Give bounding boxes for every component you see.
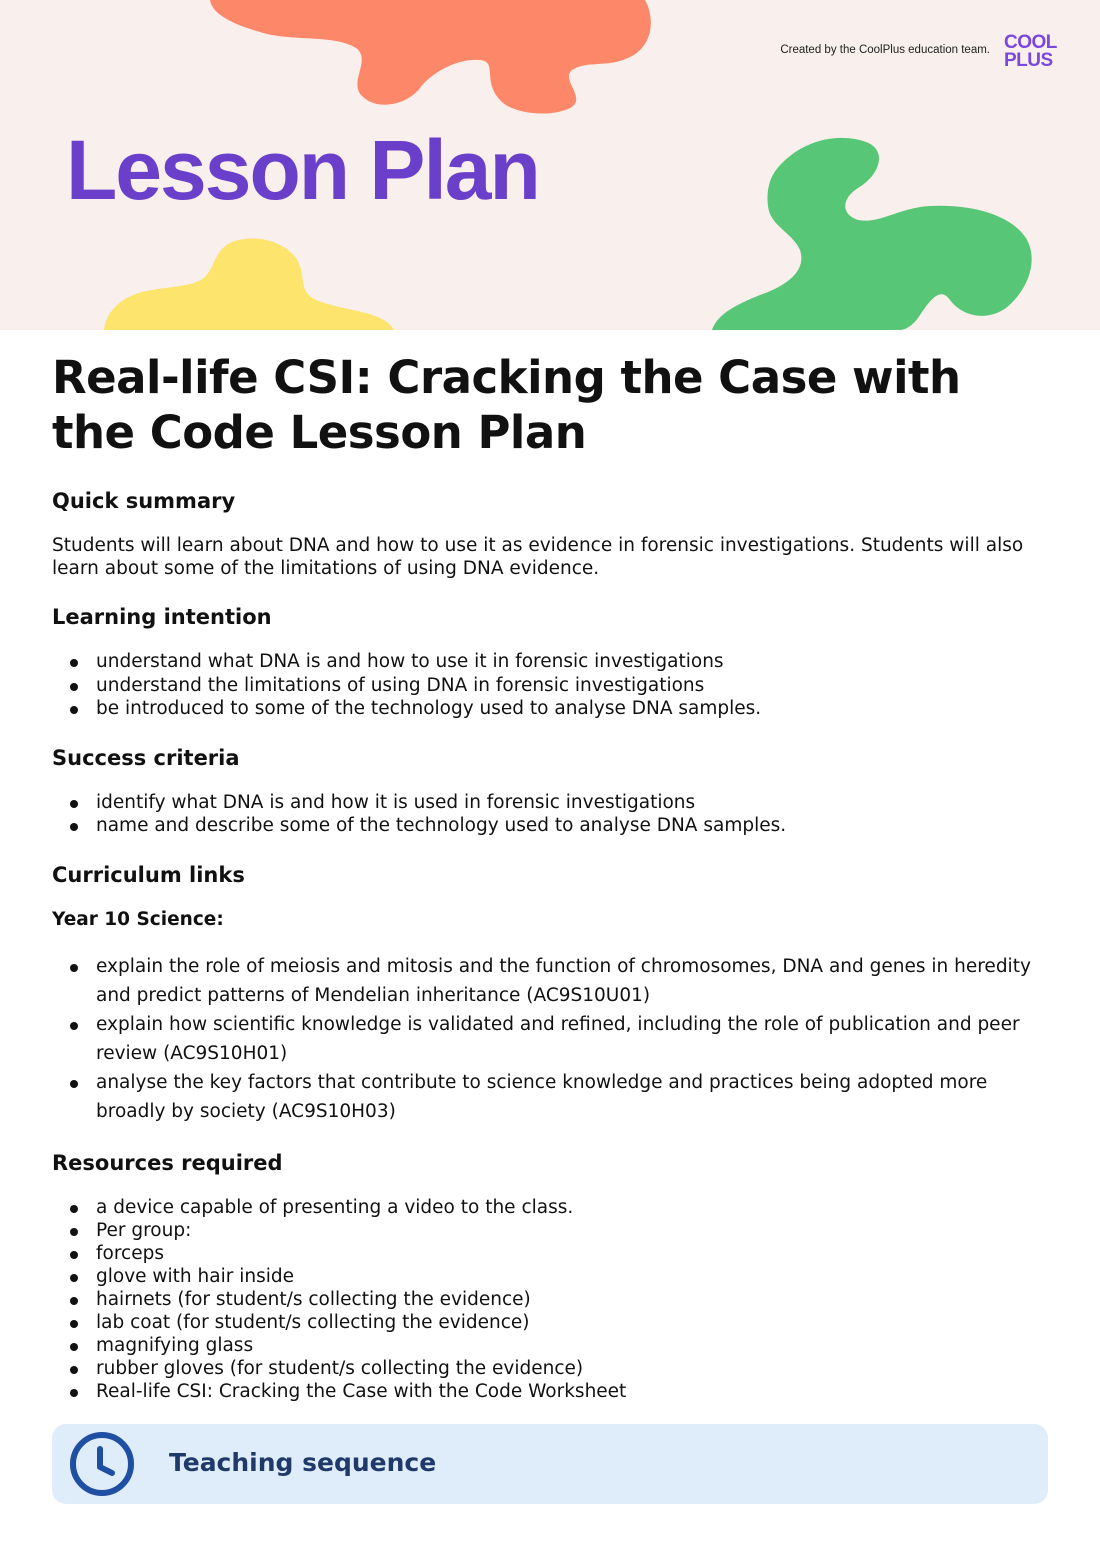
list-item: Real-life CSI: Cracking the Case with the Code Worksheet	[52, 1380, 1052, 1403]
resources-heading: Resources required	[52, 1150, 283, 1175]
curriculum-links-heading: Curriculum links	[52, 862, 245, 887]
list-item: glove with hair inside	[52, 1265, 1052, 1288]
list-item: understand what DNA is and how to use it in forensic investigations	[52, 650, 1052, 674]
list-item: a device capable of presenting a video to the class.	[52, 1196, 1052, 1219]
header-banner	[0, 0, 1100, 330]
list-item: lab coat (for student/s collecting the evidence)	[52, 1311, 1052, 1334]
teaching-sequence-section	[52, 1424, 1048, 1504]
quick-summary-text: Students will learn about DNA and how to use it as evidence in forensic investigations. Students will also learn about some of the limitations of using DNA evidence.	[52, 535, 1024, 579]
document-title: Real-life CSI: Cracking the Case with the Code Lesson Plan	[52, 351, 961, 459]
logo-line-2: PLUS	[1004, 50, 1053, 71]
list-item: forceps	[52, 1242, 1052, 1265]
list-item: explain how scientific knowledge is validated and refined, including the role of publication and peer review (AC9S10H01)	[52, 1010, 1052, 1068]
orange-blob	[210, 0, 651, 114]
list-item: Per group:	[52, 1219, 1052, 1242]
list-item: explain the role of meiosis and mitosis and the function of chromosomes, DNA and genes in heredity and predict patterns of Mendelian inheritance (AC9S10U01)	[52, 952, 1052, 1010]
success-criteria-heading: Success criteria	[52, 745, 240, 770]
credit-text: Created by the CoolPlus education team.	[780, 44, 990, 56]
curriculum-list	[52, 952, 1052, 1126]
teaching-sequence-label: Teaching sequence	[169, 1448, 437, 1477]
coolplus-logo	[1004, 34, 1068, 70]
yellow-blob	[104, 239, 394, 330]
list-item: be introduced to some of the technology used to analyse DNA samples.	[52, 697, 1052, 721]
list-item: identify what DNA is and how it is used in forensic investigations	[52, 791, 1052, 815]
quick-summary-heading: Quick summary	[52, 489, 236, 513]
resources-list	[52, 1196, 1052, 1403]
list-item: analyse the key factors that contribute to science knowledge and practices being adopted more broadly by society (AC9S10H03)	[52, 1068, 1052, 1126]
lesson-content	[52, 350, 1052, 1427]
list-item: magnifying glass	[52, 1334, 1052, 1357]
clock-icon	[67, 1429, 137, 1499]
learning-intention-list	[52, 650, 1052, 721]
list-item: name and describe some of the technology used to analyse DNA samples.	[52, 814, 1052, 838]
list-item: rubber gloves (for student/s collecting the evidence)	[52, 1357, 1052, 1380]
learning-intention-heading: Learning intention	[52, 605, 272, 629]
logo-line-1: COOL	[1004, 32, 1057, 53]
list-item: hairnets (for student/s collecting the evidence)	[52, 1288, 1052, 1311]
list-item: understand the limitations of using DNA in forensic investigations	[52, 674, 1052, 698]
curriculum-subheading: Year 10 Science:	[52, 908, 224, 930]
banner-title: Lesson Plan	[66, 123, 539, 217]
green-blob	[712, 138, 1032, 330]
success-criteria-list	[52, 791, 1052, 838]
